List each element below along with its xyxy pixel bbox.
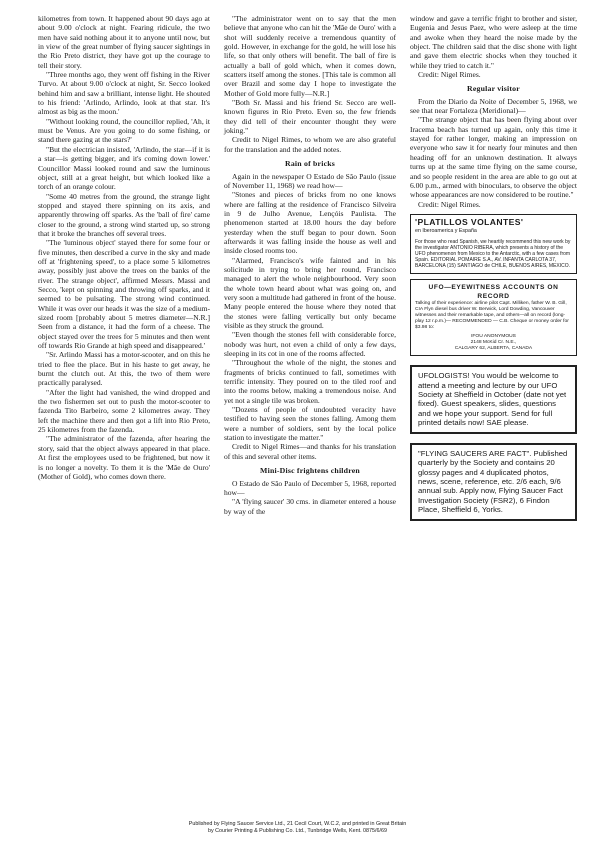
paragraph: Again in the newspaper O Estado de São Paulo (issue of November 11, 1968) we read how— (224, 171, 396, 190)
paragraph: "Without looking round, the councillor replied, 'Ah, it must be Venus. Are you going to do some fishing, or stand there gazing at the stars?' (38, 116, 210, 145)
paragraph: "The strange object that has been flying about over Iracema beach has turned up again, only this time it stayed for rather longer, making an impression on everyone who saw it for nearly four minutes and then heading off for an unknown destination. It always turns up at the same time flying on the same course, and so people resident in the area are able to go out at 6.00 p.m., armed with binoculars, to observe the object whose appearances are now considered to be routine." (410, 115, 577, 200)
column-3 (410, 14, 577, 521)
paragraph: "Alarmed, Francisco's wife fainted and in his solicitude in trying to bring her round, Francisco managed to alert the whole neighbourhood. Very soon the whole town heard about what was going on, and very soon a multitude had gathered in front of the house. Many people entered the house where they noted that the stones were falling vertically but only became visible as they struck the ground. (224, 255, 396, 330)
credit-paragraph: Credit: Nigel Rimes. (418, 199, 481, 209)
paragraph: "The 'luminous object' stayed there for some four or five minutes, then described a curve in the sky and made off at 'frightening speed', to a place some 5 kilometres away, possibly just above the trees on the banks of the river. The strange object', affirmed Messrs. Massi and Secco, 'kept on spinning and throwing off sparks, and it seemed to be pulsating. The strong wind continued. While it was over our heads it was the size of a medium-sized room [probably about 5 metres diameter—N.R.] Seen from a distance, it had the form of a cheese. The object stayed over the trees for 5 minutes and then went off towards Rio Grande at high speed and disappeared.' (38, 238, 210, 351)
paragraph: "Stones and pieces of bricks from no one knows where are falling at the residence of Francisco Silveira in 9 de Julho Avenue, Lençóis Paulista. The phenomenon started at 18.00 hours the day before yesterday when the stuff began to pour down. Soon afterwards it was falling inside the house as well and inside closed rooms too. (224, 190, 396, 256)
paragraph: "A 'flying saucer' 30 cms. in diameter entered a house by way of the (224, 497, 396, 516)
publisher-footer (0, 821, 595, 835)
advert-ufologists (410, 365, 577, 433)
advert-title: 'PLATILLOS VOLANTES' (415, 216, 524, 227)
advert-flying-saucers-are-fact (410, 443, 577, 521)
advert-body: For those who read Spanish, we heartily recommend this new work by the investigator ANTONIO RIBERA, which presents a history of the UFO phenomenon from Mexico to the Antarctic, with a few cases from Spain. EDITORIAL POMAIRE S.A., AV. INFANTA CARLOTA 37, BARCELONA (15) SANTIAGO de CHILE, BUENOS AIRES, MEXICO. (415, 238, 571, 270)
advert-eyewitness-accounts (410, 279, 577, 357)
paragraph: "Throughout the whole of the night, the stones and fragments of bricks continued to fall, sometimes with terrific intensity. They poured on to the tiled roof and into the rooms below, making a tremendous noise. And yet not a single tile was broken. (224, 358, 396, 405)
footer-line: Published by Flying Saucer Service Ltd., 21 Cecil Court, W.C.2, and printed in Great Britain (188, 821, 407, 827)
paragraph: "Some 40 metres from the ground, the strange light stopped and stayed there spinning on its axis, and apparently throwing off sparks. As the 'ball of fire' came closer to the ground, a strong wind started up, so strong that it broke the branches off several trees. (38, 191, 210, 238)
paragraph: "After the light had vanished, the wind dropped and the two fishermen set out to push the motor-scooter to fazenda Tito Barbeiro, some 2 kilometres away. They left the machine there and then got a lift into Rio Preto, 25 kilometres from the fazenda. (38, 387, 210, 435)
advert-address: IFOU ANONYMOUS 2148 McKid Cr. N.E., CALGARY 62, ALBERTA, CANADA (454, 334, 533, 352)
advert-body: UFOLOGISTS! You would be welcome to attend a meeting and lecture by our UFO Society at Sheffield in October (date not yet fixed). Guest speakers, slides, questions and we hope your support. Send for full printed details now! SAE please. (418, 371, 567, 428)
advert-platillos-volantes (410, 214, 577, 274)
paragraph: "Dozens of people of undoubted veracity have testified to having seen the stones falling. Among them were a number of soldiers, sent by the local police station to investigate the matter." (224, 405, 396, 443)
paragraph: "Sr. Arlindo Massi has a motor-scooter, and on this he tried to flee the place. But in his haste to get away, he burnt the clutch out. At this, the two of them were practically paralysed. (38, 350, 210, 388)
column-1 (38, 14, 210, 481)
credit-paragraph: Credit to Nigel Rimes, to whom we are also grateful for the translation and the added notes. (224, 135, 396, 154)
paragraph: "The administrator of the fazenda, after hearing the story, said that the object always appeared in that place. At first the employees used to be frightened, but now it is no longer a novelty. To them it is the 'Mãe de Ouro' (Mother of Gold), who comes down there. (38, 434, 210, 481)
section-heading-rain-of-bricks: Rain of bricks (284, 159, 336, 169)
advert-body: "FLYING SAUCERS ARE FACT". Published quarterly by the Society and contains 20 glossy pages and 4 duplicated photos, news, scene, reference, etc. 2/6 each, 9/6 annual sub. Apply now, Flying Saucer Fact Investigation Society (FSR2), 6 Findon Place, Sheffield 6, Yorks. (418, 448, 568, 515)
section-heading-mini-disc: Mini-Disc frightens children (260, 466, 360, 476)
advert-title: UFO—EYEWITNESS ACCOUNTS ON RECORD (428, 283, 559, 300)
paragraph: From the Diario da Noite of December 5, 1968, we see that near Fortaleza (Meridional)— (410, 96, 577, 116)
paragraph: "But the electrician insisted, 'Arlindo, the star—if it is a star—is getting bigger, and it's coming down lower.' Councillor Massi looked round and saw the luminous object, still at a great height, but which looked like a torch of an orange colour. (38, 144, 210, 192)
paragraph: "Both Sr. Massi and his friend Sr. Secco are well-known figures in Rio Preto. Even so, the few friends they did tell of their encounter thought they were joking." (224, 98, 396, 136)
paragraph: "The administrator went on to say that the men believe that anyone who can hit the 'Mãe de Ouro' with a shot will suddenly receive a tremendous quantity of gold. However, in exchange for the gold, he will lose his life, so that only others will benefit. The ball of fire is actually a ball of gold which, when it comes down, scatters itself among the stones. [This tale is common all over Brazil and some day I hope to investigate the Mother of Gold more fully—N.R.] (224, 14, 396, 98)
advert-body: Talking of their experience: airline pilot Capt. Milliken, father W. B. Gill, CIA Flyn diesel bus driver W. Berwick, Lord Dowding, Vancouver witnesses and their remarkable tape, and others—all on record (long-play 12 r.p.m.)— RECOMMENDED — C.B. Cheque or money order for $3.98 to: (415, 301, 569, 331)
paragraph: "Three months ago, they went off fishing in the River Turvo. At about 9.00 o'clock at night, Sr. Secco looked behind him and saw a brilliant, intense light. He shouted to his friend: 'Arlindo, Arlindo, look at that star. It's almost as big as the moon.' (38, 70, 210, 117)
paragraph: "Even though the stones fell with considerable force, nobody was hurt, not even a child of only a few days, sleeping in its cot in one of the rooms affected. (224, 330, 396, 359)
footer-line: by Courier Printing & Publishing Co. Ltd., Tunbridge Wells, Kent. 0875/6/69 (207, 828, 388, 834)
section-heading-regular-visitor: Regular visitor (467, 84, 520, 94)
credit-paragraph: Credit to Nigel Rimes—and thanks for his translation of this and several other items. (224, 442, 396, 461)
credit-paragraph: Credit: Nigel Rimes. (418, 70, 481, 80)
paragraph: window and gave a terrific fright to brother and sister, Eugenia and Jesus Paez, who were asleep at the time and awoke when they heard the noise made by the object. The children said that the disc shone with light and gave them electric shocks when they touched it while they tried to catch it." (410, 14, 577, 70)
column-2 (224, 14, 396, 516)
paragraph: kilometres from town. It happened about 90 days ago at about 9.00 o'clock at night. Fearing ridicule, the two men have said nothing about it to anyone until now, but in view of the great number of flying saucer sightings in the Rio Preto district, they have got up the courage to tell their story. (38, 14, 210, 70)
paragraph: O Estado de São Paulo of December 5, 1968, reported how— (224, 478, 396, 497)
advert-subtitle: en Iberoamerica y España (415, 228, 477, 235)
